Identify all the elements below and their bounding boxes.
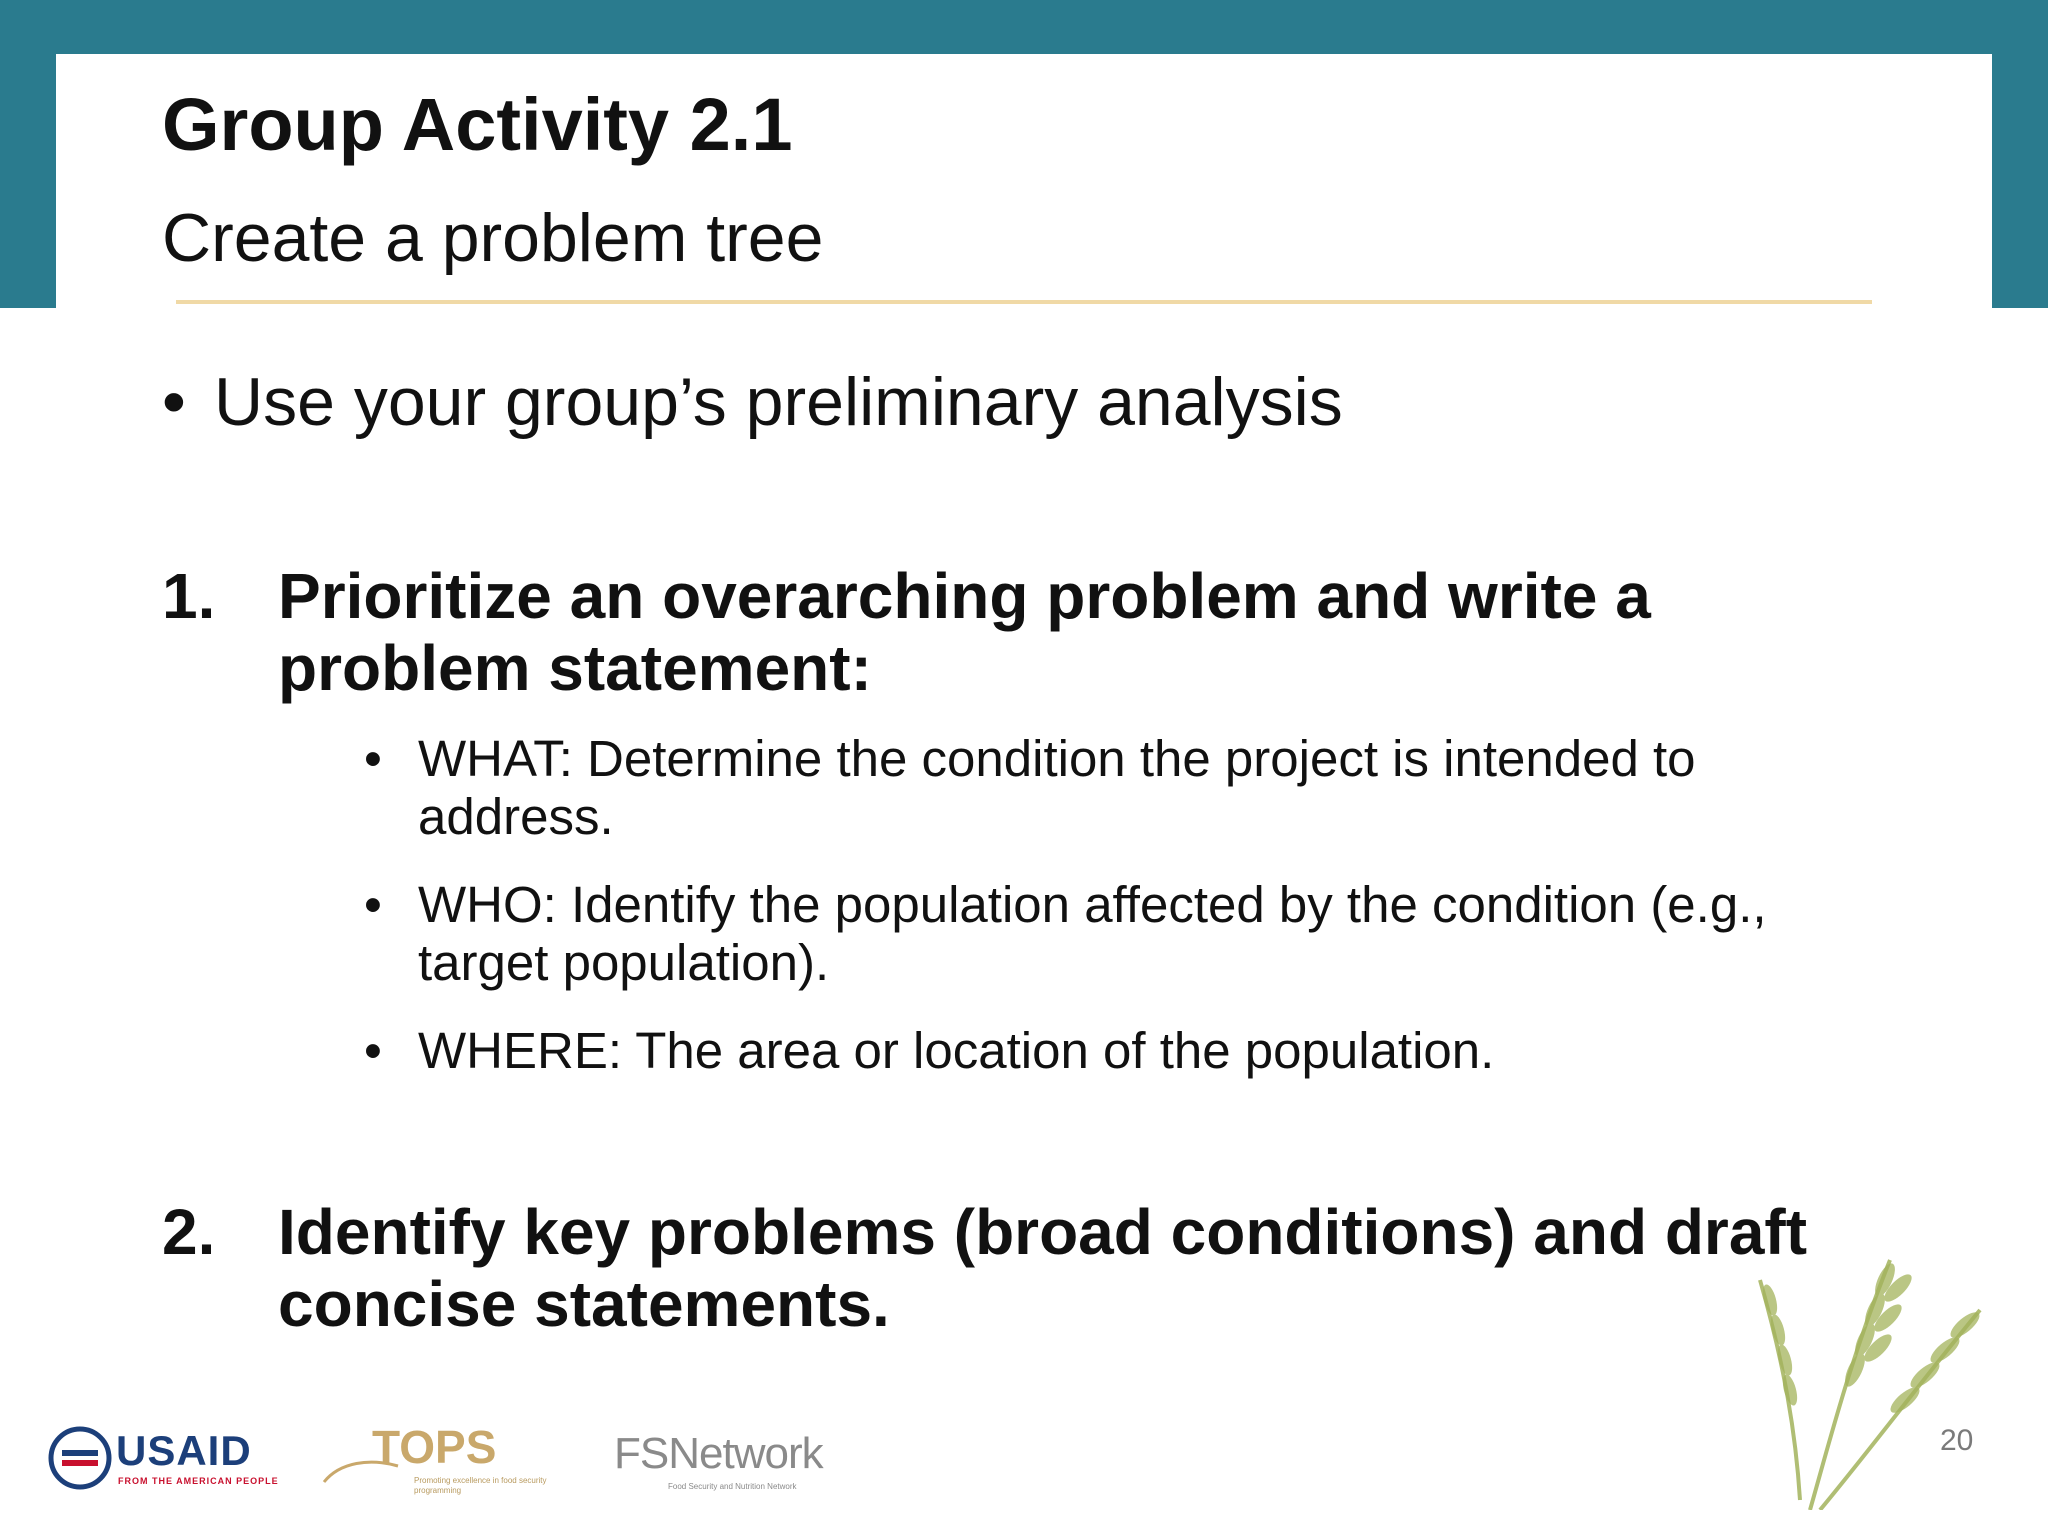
- bullet-glyph: •: [364, 730, 382, 787]
- title-divider: [176, 300, 1872, 304]
- fsn-tagline: Food Security and Nutrition Network: [668, 1482, 797, 1491]
- intro-text: Use your group’s preliminary analysis: [214, 364, 1343, 440]
- bullet-glyph: •: [364, 876, 382, 933]
- sub-bullet-where: [364, 1022, 1864, 1080]
- slide-subtitle: Create a problem tree: [162, 200, 824, 276]
- footer-logos: [0, 1400, 2048, 1536]
- page-number: 20: [1940, 1424, 1974, 1457]
- step-text: Identify key problems (broad conditions) and draft concise statements.: [278, 1196, 1808, 1340]
- sub-bullet-text: WHERE: The area or location of the population.: [418, 1022, 1495, 1079]
- step-number: 2.: [162, 1196, 216, 1268]
- step-text: Prioritize an overarching problem and write a problem statement:: [278, 560, 1651, 704]
- tops-tagline: Promoting excellence in food security programming: [414, 1476, 547, 1495]
- usaid-seal-icon: [48, 1426, 112, 1490]
- bullet-glyph: •: [364, 1022, 382, 1079]
- step-number: 1.: [162, 560, 216, 632]
- intro-bullet-item: [162, 360, 1862, 444]
- sub-bullet-text: WHO: Identify the population affected by the condition (e.g., target population).: [418, 876, 1767, 991]
- sub-bullet-who: [364, 876, 1864, 992]
- usaid-logo-text: USAID: [116, 1427, 252, 1474]
- bullet-glyph: •: [162, 364, 186, 440]
- sub-bullet-text: WHAT: Determine the condition the project is intended to address.: [418, 730, 1696, 845]
- step-1-sub-list: [364, 730, 1864, 1110]
- usaid-tagline: FROM THE AMERICAN PEOPLE: [118, 1476, 279, 1486]
- fsn-logo-text: FSNetwork: [614, 1429, 823, 1478]
- tops-logo-text: TOPS: [372, 1421, 497, 1473]
- sub-bullet-what: [364, 730, 1864, 846]
- step-1: [162, 560, 1902, 710]
- step-2: [162, 1196, 1902, 1346]
- slide-title: Group Activity 2.1: [162, 83, 793, 166]
